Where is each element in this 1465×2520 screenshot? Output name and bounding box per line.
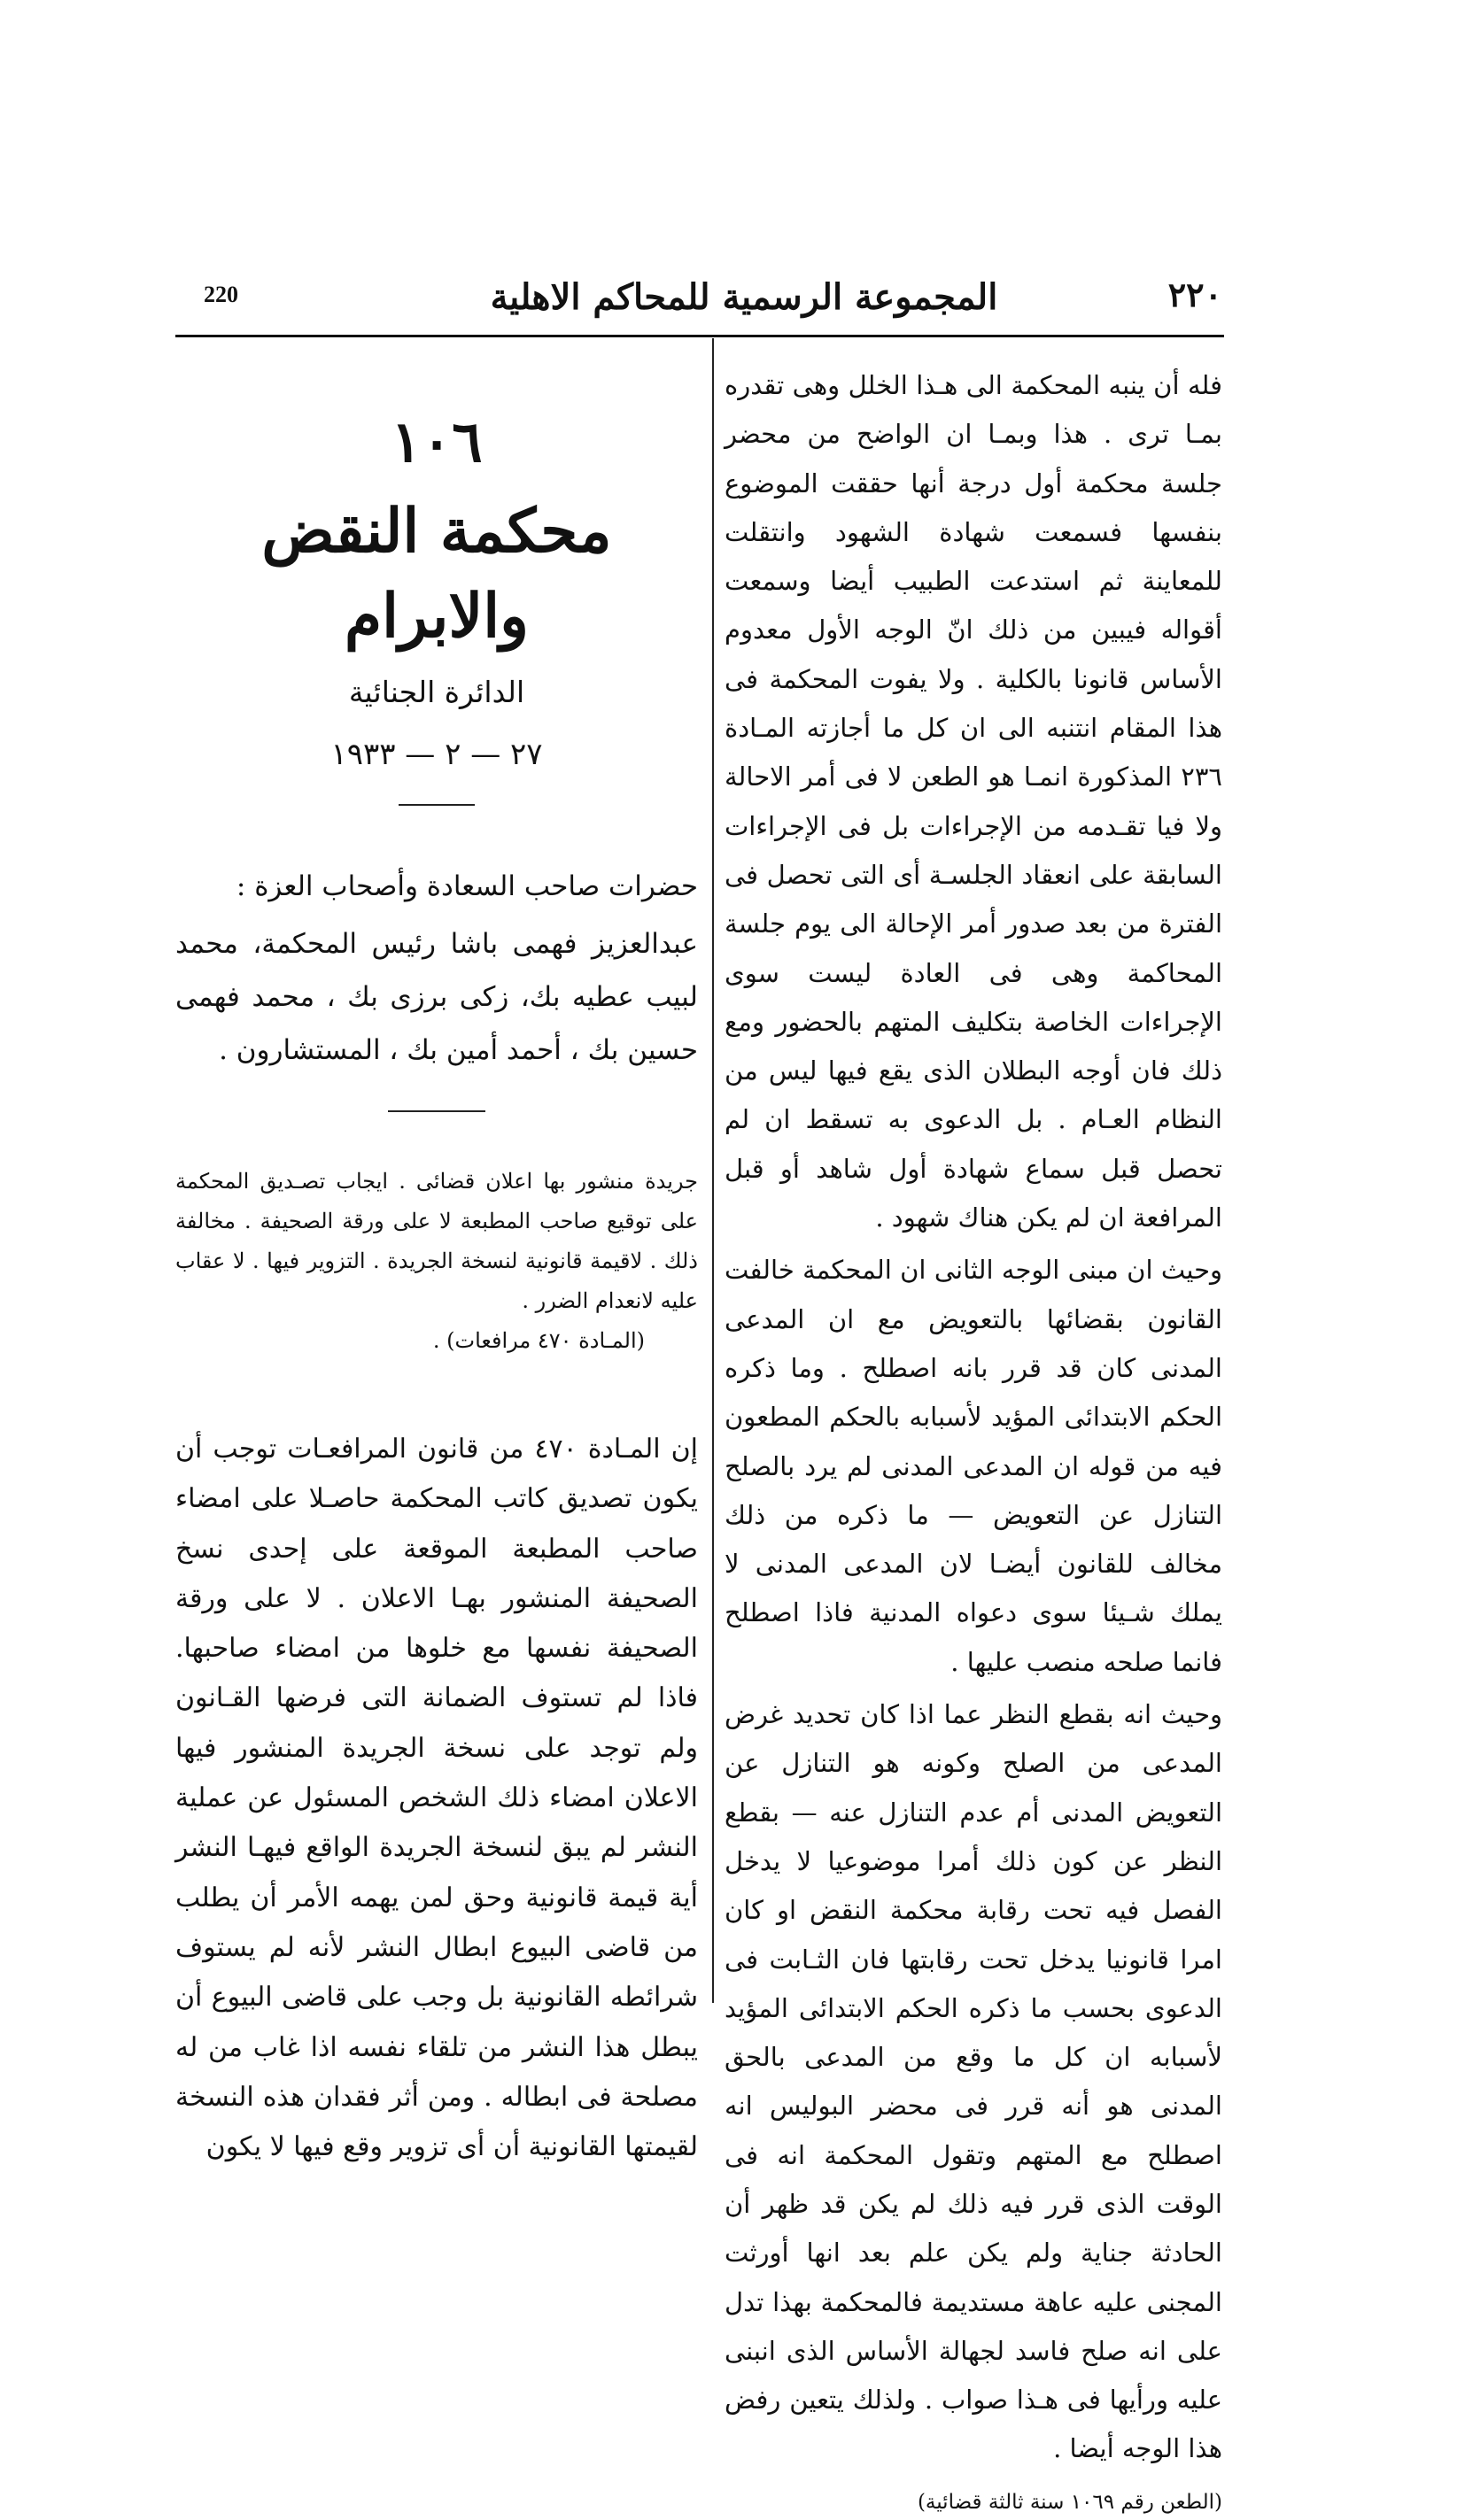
paragraph: وحيث انه بقطع النظر عما اذا كان تحديد غرض المدعى من الصلح وكونه هو التنازل عن التعويض المدنى أم عدم التنازل عنه — بقطع النظر عن كون ذلك أمرا موضوعيا لا يدخل الفصل فيه تحت رقابة محكمة النقض او كان امرا قانونيا يدخل تحت رقابتها فان الثـابت فى الدعوى بحسب ما ذكره الحكم الابتدائى المؤيد لأسبابه ان كل ما وقع من المدعى بالحق المدنى هو أنه قرر فى محضر البوليس انه اصطلح مع المتهم وتقول المحكمة انه فى الوقت الذى قرر فيه ذلك لم يكن قد ظهر أن الحادثة جناية ولم يكن علم بعد انها أورثت المجنى عليه عاهة مستديمة فالمحكمة بهذا تدل على انه صلح فاسد لجهالة الأساس الذى انبنى عليه ورأيها فى هـذا صواب . ولذلك يتعين رفض هذا الوجه أيضا . [725, 1699, 1222, 2464]
page-number-latin: 220 [204, 282, 238, 307]
judges-list: عبدالعزيز فهمى باشا رئيس المحكمة، محمد لبيب عطيه بك، زكى برزى بك ، محمد فهمى حسين بك ، أحمد أمين بك ، المستشارون . [175, 928, 698, 1066]
ruling-text: إن المـادة ٤٧٠ من قانون المرافعـات توجب أن يكون تصديق كاتب المحكمة حاصـلا على امضاء صاحب المطبعة الموقعة على إحدى نسخ الصحيفة المنشور بهـا الاعلان . لا على ورقة الصحيفة نفسها مع خلوها من امضاء صاحبها. فاذا لم تستوف الضمانة التى فرضها القـانون ولم توجد على نسخة الجريدة المنشور فيها الاعلان امضاء ذلك الشخص المسئول عن عملية النشر لم يبق لنسخة الجريدة الواقع فيهـا النشر أية قيمة قانونية وحق لمن يهمه الأمر أن يطلب من قاضى البيوع ابطال النشر لأنه لم يستوف شرائطه القانونية بل وجب على قاضى البيوع أن يبطل هذا النشر من تلقاء نفسه اذا غاب من له مصلحة فى ابطاله . ومن أثر فقدان هذه النسخة لقيمتها القانونية أن أى تزوير وقع فيها لا يكون [175, 1434, 699, 2163]
judgment-date: ٢٧ — ٢ — ١٩٣٣ [330, 737, 543, 772]
section-rule [388, 1110, 485, 1112]
court-circuit: الدائرة الجنائية [348, 675, 525, 709]
paragraph: فله أن ينبه المحكمة الى هـذا الخلل وهى تقدره بمـا ترى . هذا وبمـا ان الواضح من محضر جلسة محكمة أول درجة أنها حققت الموضوع بنفسها فسمعت شهادة الشهود وانتقلت للمعاينة ثم استدعت الطبيب أيضا وسمعت أقواله فيبين من ذلك انّ الوجه الأول معدوم الأساس قانونا بالكلية . ولا يفوت المحكمة فى هذا المقام انتنبه الى ان كل ما أجازته المـادة ٢٣٦ المذكورة انمـا هو الطعن لا فى أمر الاحالة ولا فيا تقـدمه من الإجراءات بل فى الإجراءات السابقة على انعقاد الجلسـة أى التى تحصل فى الفترة من بعد صدور أمر الإحالة الى يوم جلسة المحاكمة وهى فى العادة ليست سوى الإجراءات الخاصة بتكليف المتهم بالحضور ومع ذلك فان أوجه البطلان الذى يقع فيها ليس من النظام العـام . بل الدعوى به تسقط ان لم تحصل قبل سماع شهادة أول شاهد أو قبل المرافعة ان لم يكن هناك شهود . [725, 370, 1222, 1233]
paragraph: وحيث ان مبنى الوجه الثانى ان المحكمة خالفت القانون بقضائها بالتعويض مع ان المدعى المدنى كان قد قرر بانه اصطلح . وما ذكره الحكم الابتدائى المؤيد لأسبابه بالحكم المطعون فيه من قوله ان المدعى المدنى لم يرد بالصلح التنازل عن التعويض — ما ذكره من ذلك مخالف للقانون أيضـا لان المدعى المدنى لا يملك شـيئا سوى دعواه المدنية فاذا اصطلح فانما صلحه منصب عليها . [725, 1255, 1222, 1677]
court-name: محكمة النقض والابرام [261, 496, 612, 652]
column-divider [712, 338, 714, 2003]
case-number: ١٠٦ [391, 409, 483, 475]
section-rule [399, 804, 475, 806]
judges-intro: حضرات صاحب السعادة وأصحاب العزة : [236, 870, 698, 902]
summary-reference: (المـادة ٤٧٠ مرافعات) . [432, 1328, 645, 1353]
right-column [725, 361, 1222, 2520]
page-number-arabic: ٢٢٠ [1167, 274, 1222, 314]
header-rule [175, 335, 1224, 337]
appeal-citation: (الطعن رقم ١٠٦٩ سنة ثالثة قضائية) [917, 2490, 1222, 2514]
case-summary: جريدة منشور بها اعلان قضائى . ايجاب تصـديق المحكمة على توقيع صاحب المطبعة لا على ورقة الصحيفة . مخالفة ذلك . لاقيمة قانونية لنسخة الجريدة . التزوير فيها . لا عقاب عليه لانعدام الضرر . [175, 1169, 698, 1313]
left-column [175, 354, 698, 2172]
running-title: المجموعة الرسمية للمحاكم الاهلية [490, 276, 998, 318]
